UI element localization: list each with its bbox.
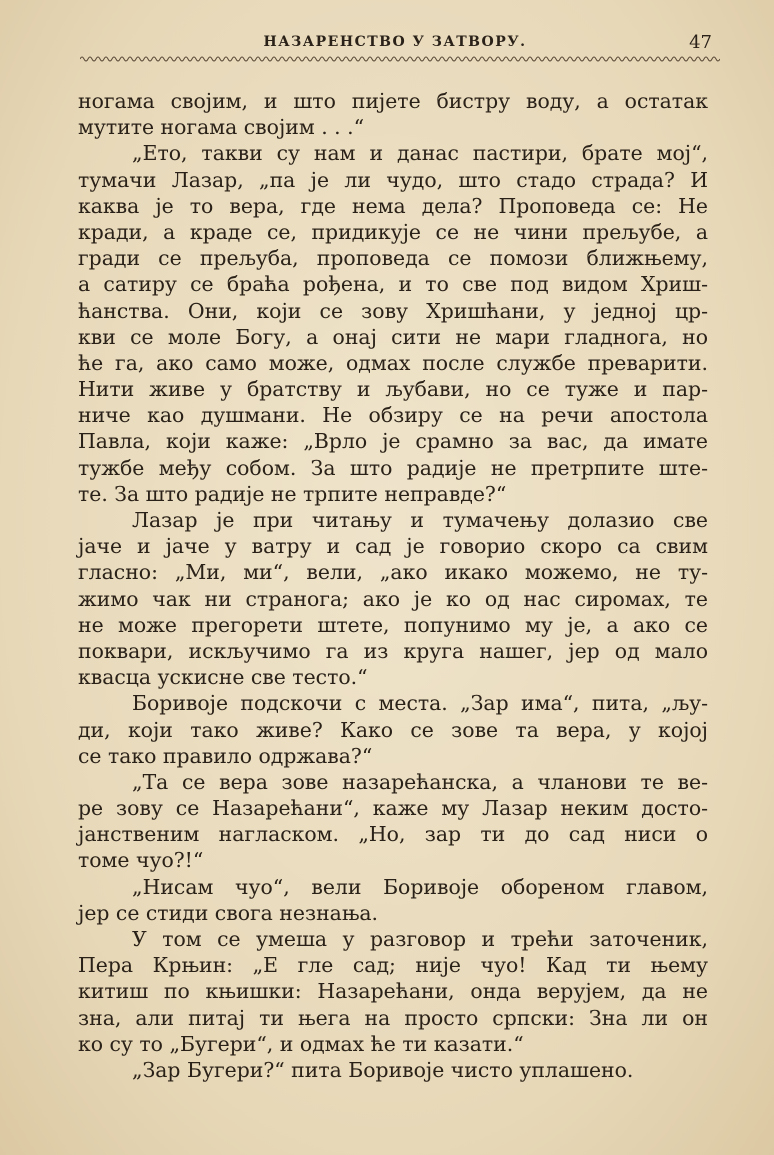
text-line: ниче као душмани. Не обзиру се на речи апостола xyxy=(78,403,708,428)
running-title: НАЗАРЕНСТВО У ЗАТВОРУ. xyxy=(263,34,527,50)
decorative-wavy-rule xyxy=(80,54,720,64)
text-line: јер се стиди свога незнања. xyxy=(78,900,379,925)
text-line: тужбе међу собом. За што радије не претрпите ште- xyxy=(78,455,708,480)
text-line: се тако правило одржава?“ xyxy=(78,743,373,768)
page-number: 47 xyxy=(689,32,712,53)
text-line: тумачи Лазар, „па је ли чудо, што стадо страда? И xyxy=(78,167,708,192)
text-line: те. За што радије не трпите неправде?“ xyxy=(78,481,507,506)
text-line: ногама својим, и што пијете бистру воду, а остатак xyxy=(78,89,708,113)
text-line: жимо чак ни странога; ако је ко од нас сиромах, те xyxy=(78,586,708,611)
text-line: Пера Крњин: „Е гле сад; није чуо! Кад ти њему xyxy=(78,953,708,978)
text-line: квасца ускисне све тесто.“ xyxy=(78,665,368,690)
text-line: зна, али питај ти њега на просто српски: Зна ли он xyxy=(78,1005,708,1030)
text-line: гласно: „Ми, ми“, вели, „ако икако можемо, не ту- xyxy=(78,560,708,585)
text-line: китиш по књишки: Назарећани, онда верујем, да не xyxy=(78,979,708,1004)
text-line: ди, који тако живе? Како се зове та вера, у којој xyxy=(78,717,708,742)
body-text xyxy=(78,88,708,1083)
text-line: ре зову се Назарећани“, каже му Лазар неким досто- xyxy=(78,796,708,821)
text-line: кради, а краде се, придикује се не чини прељубе, а xyxy=(78,219,708,244)
text-line: „Нисам чуо“, вели Боривоје обореном главом, xyxy=(132,874,708,899)
text-line: гради се прељуба, проповеда се помози ближњему, xyxy=(78,246,708,271)
text-line: У том се умеша у разговор и трећи заточеник, xyxy=(132,927,708,951)
text-line: ћанства. Они, који се зову Хришћани, у једној цр- xyxy=(78,298,708,323)
text-line: ко су то „Бугери“, и одмах ће ти казати.“ xyxy=(78,1031,524,1056)
text-line: „Та се вера зове назарећанска, а чланови те ве- xyxy=(132,769,708,794)
text-line: а сатиру се браћа рођена, и то све под видом Хриш- xyxy=(78,272,708,297)
text-line: јаче и јаче у ватру и сад је говорио скоро са свим xyxy=(78,534,708,559)
text-line: томе чуо?!“ xyxy=(78,848,204,873)
text-line: „Ето, такви су нам и данас пастири, брате мој“, xyxy=(132,141,708,166)
text-line: ће га, ако само може, одмах после службе преварити. xyxy=(78,350,708,375)
text-line: Нити живе у братству и љубави, но се туже и пар- xyxy=(78,377,708,402)
text-line: јанственим нагласком. „Но, зар ти до сад ниси о xyxy=(78,822,708,847)
text-line: мутите ногама својим . . .“ xyxy=(78,115,365,140)
text-line: каква је то вера, где нема дела? Проповеда се: Не xyxy=(78,193,708,218)
text-line: Павла, који каже: „Врло је срамно за вас, да имате xyxy=(78,429,708,454)
text-line: кви се моле Богу, а онај сити не мари гладнога, но xyxy=(78,324,708,349)
text-line: поквари, искључимо га из круга нашег, јер од мало xyxy=(78,638,708,663)
text-line: Боривоје подскочи с места. „Зар има“, пита, „љу- xyxy=(132,691,708,716)
page-header xyxy=(78,34,712,56)
text-line: не може прегорети штете, попунимо му је, а ако се xyxy=(78,612,708,637)
text-line: Лазар је при читању и тумачењу долазио све xyxy=(132,508,708,532)
text-line: „Зар Бугери?“ пита Боривоје чисто уплашено. xyxy=(132,1057,634,1082)
